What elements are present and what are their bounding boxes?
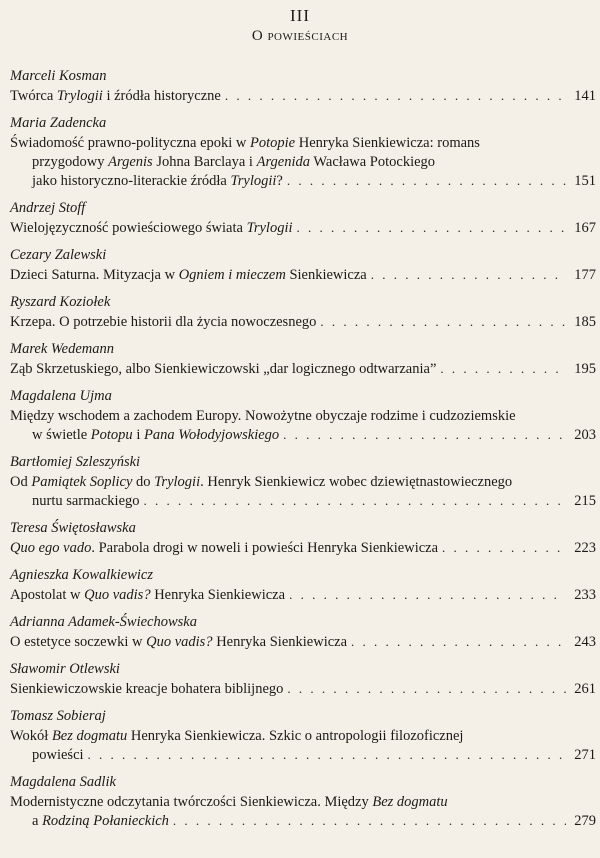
title-segment: Wacława Potockiego	[310, 154, 436, 170]
entry-title-line	[10, 746, 596, 765]
dot-leader	[283, 426, 566, 444]
entry-page-number: 177	[574, 267, 596, 283]
entry-title-text	[10, 539, 438, 557]
title-segment: Modernistyczne odczytania twórczości Sienkiewicza. Między	[10, 794, 373, 810]
entry-author: Andrzej Stoff	[10, 200, 86, 216]
entry-title-text	[32, 746, 84, 764]
entry-title-text	[32, 492, 140, 510]
entry-author: Agnieszka Kowalkiewicz	[10, 567, 153, 583]
title-segment: Dzieci Saturna. Mityzacja w	[10, 267, 179, 283]
entry-title-text	[10, 633, 347, 651]
dot-leader	[144, 492, 566, 510]
entry-title-line	[10, 266, 596, 285]
toc-entry	[10, 707, 596, 773]
dot-leader	[88, 746, 566, 764]
title-segment: Między wschodem a zachodem Europy. Nowożytne obyczaje rodzime i cudzoziemskie	[10, 408, 516, 424]
title-segment: O estetyce soczewki w	[10, 634, 147, 650]
part-number: III	[290, 6, 310, 25]
entry-author: Teresa Świętosławska	[10, 520, 136, 536]
entry-title-text	[10, 219, 293, 237]
entry-title-text	[10, 727, 463, 745]
title-segment: Wokół	[10, 728, 52, 744]
entry-author: Sławomir Otlewski	[10, 661, 120, 677]
title-segment: w świetle	[32, 427, 91, 443]
title-segment: Henryka Sienkiewicza: romans	[295, 135, 480, 151]
toc-entry	[10, 114, 596, 199]
entry-title-line	[10, 313, 596, 332]
dot-leader	[173, 812, 566, 830]
italic-title-segment: Trylogii	[230, 173, 277, 189]
entry-title-text	[10, 266, 367, 284]
entry-author: Ryszard Koziołek	[10, 294, 111, 310]
entry-title-text	[32, 812, 169, 830]
italic-title-segment: Bez dogmatu	[51, 728, 128, 744]
entry-page-number: 151	[574, 173, 596, 189]
italic-title-segment: Trylogii	[154, 474, 201, 490]
entry-title-line	[10, 680, 596, 699]
italic-title-segment: Argenis	[108, 154, 153, 170]
entry-title-line	[10, 407, 596, 426]
title-segment: Twórca	[10, 88, 57, 104]
toc-entry	[10, 773, 596, 831]
entry-title-text	[10, 793, 448, 811]
entry-title-line	[10, 134, 596, 153]
entry-author: Magdalena Ujma	[10, 388, 112, 404]
italic-title-segment: Potopu	[90, 427, 133, 443]
toc-entry	[10, 293, 596, 340]
title-segment: i	[132, 427, 144, 443]
dot-leader	[287, 172, 566, 190]
entry-title-line	[10, 360, 596, 379]
title-segment: ?	[276, 173, 283, 189]
entry-page-number: 195	[574, 361, 596, 377]
entry-title-text	[32, 426, 279, 444]
entry-page-number: 215	[574, 493, 596, 509]
dot-leader	[351, 633, 566, 651]
toc-entry	[10, 453, 596, 519]
dot-leader	[297, 219, 566, 237]
entry-title-text	[32, 172, 283, 190]
toc-entry	[10, 660, 596, 707]
entry-author: Adrianna Adamek-Świechowska	[10, 614, 197, 630]
entry-title-text	[10, 134, 480, 152]
italic-title-segment: Pamiątek Soplicy	[31, 474, 133, 490]
title-segment: Johna Barclaya i	[152, 154, 257, 170]
entry-title-line	[10, 219, 596, 238]
italic-title-segment: Argenida	[256, 154, 311, 170]
entry-title-line	[10, 586, 596, 605]
entry-title-line	[10, 633, 596, 652]
dot-leader	[287, 680, 566, 698]
title-segment: Sienkiewicza	[285, 267, 367, 283]
entry-title-line	[10, 473, 596, 492]
entry-author: Marek Wedemann	[10, 341, 115, 357]
entry-title-text	[32, 153, 435, 171]
entry-page-number: 167	[574, 220, 596, 236]
title-segment: powieści	[32, 747, 84, 763]
entry-title-line	[10, 812, 596, 831]
entry-author: Maria Zadencka	[10, 115, 107, 131]
title-segment: Od	[10, 474, 32, 490]
entry-title-text	[10, 473, 512, 491]
title-segment: przygodowy	[32, 154, 109, 170]
entry-page-number: 271	[574, 747, 596, 763]
entry-title-text	[10, 87, 221, 105]
entry-page-number: 279	[574, 813, 596, 829]
title-segment: Krzepa. O potrzebie historii dla życia nowoczesnego	[10, 314, 317, 330]
title-segment: Henryka Sienkiewicza. Szkic o antropologii filozoficznej	[127, 728, 464, 744]
title-segment: Ząb Skrzetuskiego, albo Sienkiewiczowski „dar logicznego odtwarzania”	[10, 361, 437, 377]
entry-page-number: 185	[574, 314, 596, 330]
entry-author: Cezary Zalewski	[10, 247, 107, 263]
part-title: O powieściach	[251, 28, 349, 44]
entry-page-number: 203	[574, 427, 596, 443]
title-segment: . Henryk Sienkiewicz wobec dziewiętnastowiecznego	[200, 474, 513, 490]
title-segment: Henryka Sienkiewicza	[212, 634, 348, 650]
dot-leader	[440, 360, 566, 378]
title-segment: i źródła historyczne	[102, 88, 221, 104]
entry-title-line	[10, 426, 596, 445]
title-segment: Henryka Sienkiewicza	[150, 587, 286, 603]
title-segment: Wielojęzyczność powieściowego świata	[10, 220, 247, 236]
entry-title-text	[10, 313, 316, 331]
dot-leader	[225, 87, 566, 105]
entry-title-line	[10, 153, 596, 172]
toc-entry	[10, 340, 596, 387]
entry-title-line	[10, 727, 596, 746]
toc-entry	[10, 519, 596, 566]
italic-title-segment: Quo ego vado	[10, 540, 92, 556]
italic-title-segment: Quo vadis?	[146, 634, 213, 650]
entry-title-line	[10, 492, 596, 511]
italic-title-segment: Quo vadis?	[84, 587, 151, 603]
toc-entry	[10, 566, 596, 613]
toc-entry	[10, 387, 596, 453]
title-segment: Świadomość prawno-polityczna epoki w	[10, 135, 251, 151]
dot-leader	[371, 266, 566, 284]
entry-page-number: 223	[574, 540, 596, 556]
title-segment: . Parabola drogi w noweli i powieści Henryka Sienkiewicza	[91, 540, 439, 556]
dot-leader	[442, 539, 566, 557]
table-of-contents	[10, 67, 596, 831]
italic-title-segment: Rodziną Połanieckich	[42, 813, 169, 829]
entry-page-number: 233	[574, 587, 596, 603]
title-segment: a	[32, 813, 43, 829]
italic-title-segment: Bez dogmatu	[372, 794, 448, 810]
title-segment: Sienkiewiczowskie kreacje bohatera biblijnego	[10, 681, 284, 697]
entry-title-text	[10, 407, 516, 425]
title-segment: Apostolat w	[10, 587, 85, 603]
italic-title-segment: Pana Wołodyjowskiego	[143, 427, 280, 443]
dot-leader	[320, 313, 566, 331]
italic-title-segment: Trylogii	[246, 220, 293, 236]
entry-page-number: 243	[574, 634, 596, 650]
toc-entry	[10, 67, 596, 114]
entry-page-number: 261	[574, 681, 596, 697]
italic-title-segment: Trylogii	[56, 88, 103, 104]
entry-title-line	[10, 172, 596, 191]
title-segment: nurtu sarmackiego	[32, 493, 140, 509]
entry-title-text	[10, 680, 283, 698]
entry-title-line	[10, 793, 596, 812]
entry-author: Tomasz Sobieraj	[10, 708, 106, 724]
italic-title-segment: Potopie	[250, 135, 296, 151]
title-segment: jako historyczno-literackie źródła	[32, 173, 231, 189]
entry-title-line	[10, 87, 596, 106]
entry-title-text	[10, 586, 285, 604]
toc-entry	[10, 613, 596, 660]
italic-title-segment: Ogniem i mieczem	[178, 267, 286, 283]
toc-entry	[10, 199, 596, 246]
title-segment: do	[132, 474, 155, 490]
dot-leader	[289, 586, 566, 604]
entry-page-number: 141	[574, 88, 596, 104]
toc-entry	[10, 246, 596, 293]
entry-author: Magdalena Sadlik	[10, 774, 116, 790]
entry-title-text	[10, 360, 436, 378]
entry-author: Marceli Kosman	[10, 68, 107, 84]
entry-author: Bartłomiej Szleszyński	[10, 454, 141, 470]
entry-title-line	[10, 539, 596, 558]
